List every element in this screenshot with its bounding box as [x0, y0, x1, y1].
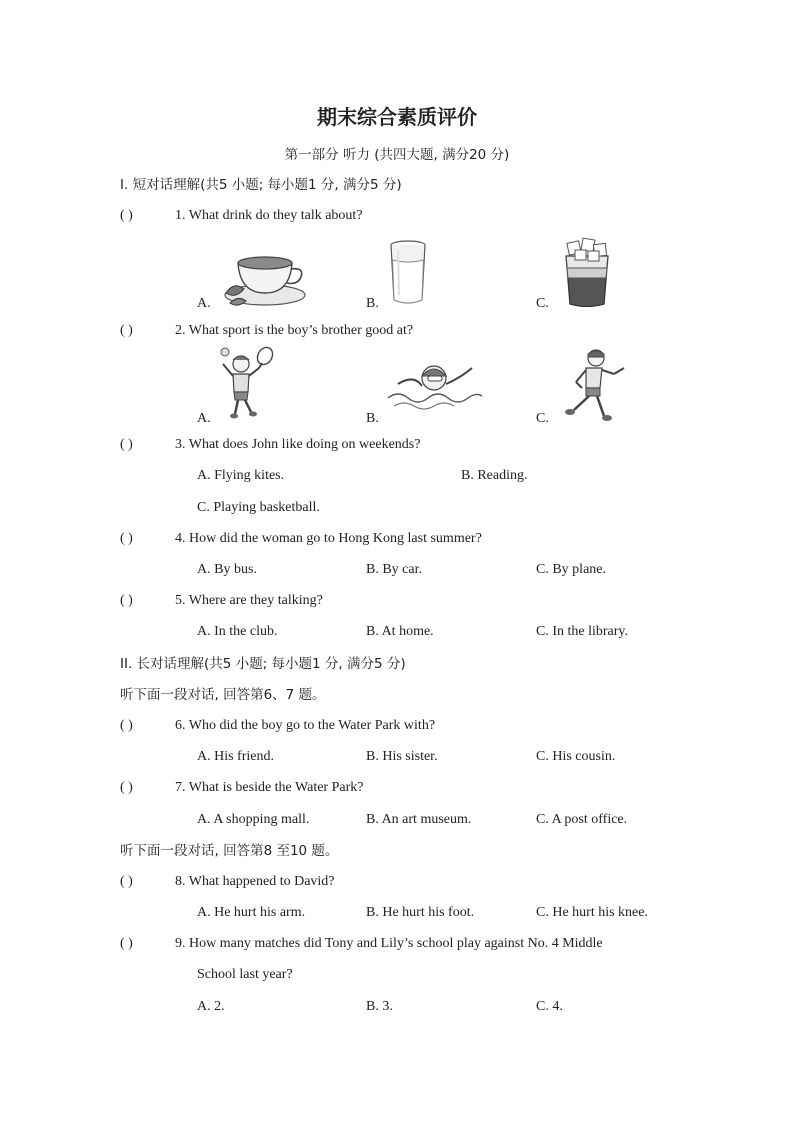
option-6c: C. His cousin.: [536, 749, 616, 764]
question-9-stem-cont: School last year?: [197, 967, 293, 982]
dialogue-instruction-8-10: 听下面一段对话, 回答第8 至10 题。: [120, 843, 339, 859]
section-1-heading: I. 短对话理解(共5 小题; 每小题1 分, 满分5 分): [120, 177, 402, 193]
option-2c-label: C.: [536, 411, 549, 426]
section-2-heading: II. 长对话理解(共5 小题; 每小题1 分, 满分5 分): [120, 656, 406, 672]
option-3a: A. Flying kites.: [197, 468, 285, 483]
question-7-stem: 7. What is beside the Water Park?: [175, 780, 364, 795]
option-1b-label: B.: [366, 296, 379, 311]
option-6b: B. His sister.: [366, 749, 438, 764]
option-1a-label: A.: [197, 296, 211, 311]
dialogue-instruction-6-7: 听下面一段对话, 回答第6、7 题。: [120, 687, 326, 703]
option-6a: A. His friend.: [197, 749, 274, 764]
option-8c: C. He hurt his knee.: [536, 905, 648, 920]
option-4b: B. By car.: [366, 562, 422, 577]
question-2-stem: 2. What sport is the boy’s brother good at?: [175, 323, 414, 338]
question-9-stem: 9. How many matches did Tony and Lily’s school play against No. 4 Middle: [175, 936, 603, 951]
question-8-stem: 8. What happened to David?: [175, 874, 335, 889]
tennis-player-icon: [215, 346, 275, 422]
option-5b: B. At home.: [366, 624, 434, 639]
option-5a: A. In the club.: [197, 624, 278, 639]
option-4a: A. By bus.: [197, 562, 257, 577]
option-4c: C. By plane.: [536, 562, 606, 577]
option-5c: C. In the library.: [536, 624, 629, 639]
option-9a: A. 2.: [197, 999, 225, 1014]
option-8a: A. He hurt his arm.: [197, 905, 306, 920]
option-7c: C. A post office.: [536, 812, 628, 827]
question-1-stem: 1. What drink do they talk about?: [175, 208, 363, 223]
question-5-stem: 5. Where are they talking?: [175, 593, 323, 608]
answer-blank-5[interactable]: ( ): [120, 593, 133, 608]
answer-blank-9[interactable]: ( ): [120, 936, 133, 951]
answer-blank-1[interactable]: ( ): [120, 208, 133, 223]
answer-blank-7[interactable]: ( ): [120, 780, 133, 795]
question-6-stem: 6. Who did the boy go to the Water Park with?: [175, 718, 436, 733]
iced-drink-icon: [560, 236, 614, 308]
option-2b-label: B.: [366, 411, 379, 426]
option-7b: B. An art museum.: [366, 812, 472, 827]
question-3-stem: 3. What does John like doing on weekends?: [175, 437, 421, 452]
option-1c-label: C.: [536, 296, 549, 311]
option-2a-label: A.: [197, 411, 211, 426]
option-8b: B. He hurt his foot.: [366, 905, 475, 920]
question-4-stem: 4. How did the woman go to Hong Kong last summer?: [175, 531, 482, 546]
page-title: 期末综合素质评价: [317, 105, 477, 129]
swimmer-icon: [384, 356, 484, 414]
answer-blank-2[interactable]: ( ): [120, 323, 133, 338]
runner-icon: [560, 348, 630, 422]
option-3b: B. Reading.: [461, 468, 528, 483]
option-7a: A. A shopping mall.: [197, 812, 310, 827]
option-9c: C. 4.: [536, 999, 563, 1014]
answer-blank-6[interactable]: ( ): [120, 718, 133, 733]
answer-blank-8[interactable]: ( ): [120, 874, 133, 889]
tea-cup-icon: [220, 245, 310, 310]
answer-blank-4[interactable]: ( ): [120, 531, 133, 546]
part-subtitle: 第一部分 听力 (共四大题, 满分20 分): [284, 147, 510, 163]
milk-glass-icon: [388, 240, 428, 306]
option-9b: B. 3.: [366, 999, 393, 1014]
option-3c: C. Playing basketball.: [197, 500, 320, 515]
answer-blank-3[interactable]: ( ): [120, 437, 133, 452]
